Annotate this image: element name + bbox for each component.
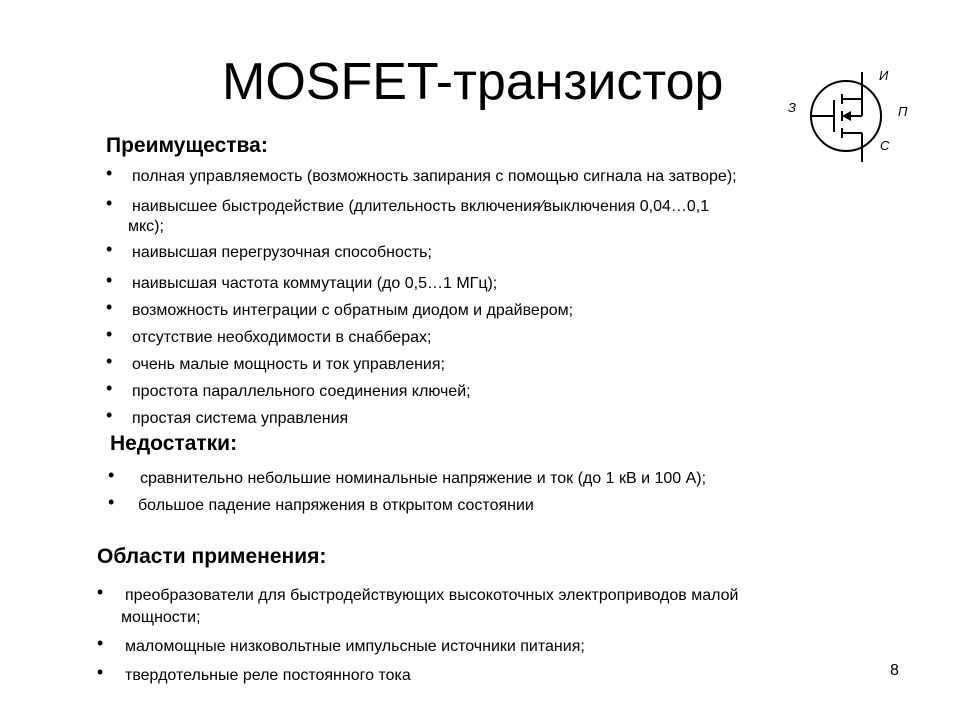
bullet-icon: • (106, 239, 113, 259)
advantages-heading: Преимущества: (106, 134, 268, 157)
bullet-icon: • (97, 582, 104, 602)
bullet-icon: • (106, 163, 113, 183)
bullet-icon: • (106, 193, 113, 213)
bullet-icon: • (97, 633, 104, 653)
substrate-label: П (898, 104, 908, 119)
mosfet-symbol (784, 64, 914, 164)
bullet-icon: • (108, 492, 115, 512)
bullet-icon: • (106, 405, 113, 425)
mosfet-symbol-icon (784, 64, 914, 164)
source-label: И (879, 68, 889, 83)
disadvantages-heading: Недостатки: (110, 432, 238, 455)
slide-title: MOSFET-транзистор (222, 53, 724, 111)
drain-label: С (880, 138, 890, 153)
bullet-icon: • (97, 662, 104, 682)
gate-label: З (788, 100, 796, 115)
bullet-icon: • (106, 297, 113, 317)
bullet-icon: • (108, 465, 115, 485)
applications-heading: Области применения: (97, 545, 327, 568)
bullet-icon: • (106, 324, 113, 344)
bullet-icon: • (106, 270, 113, 290)
bullet-icon: • (106, 378, 113, 398)
bullet-icon: • (106, 351, 113, 371)
page-number: 8 (890, 662, 899, 679)
